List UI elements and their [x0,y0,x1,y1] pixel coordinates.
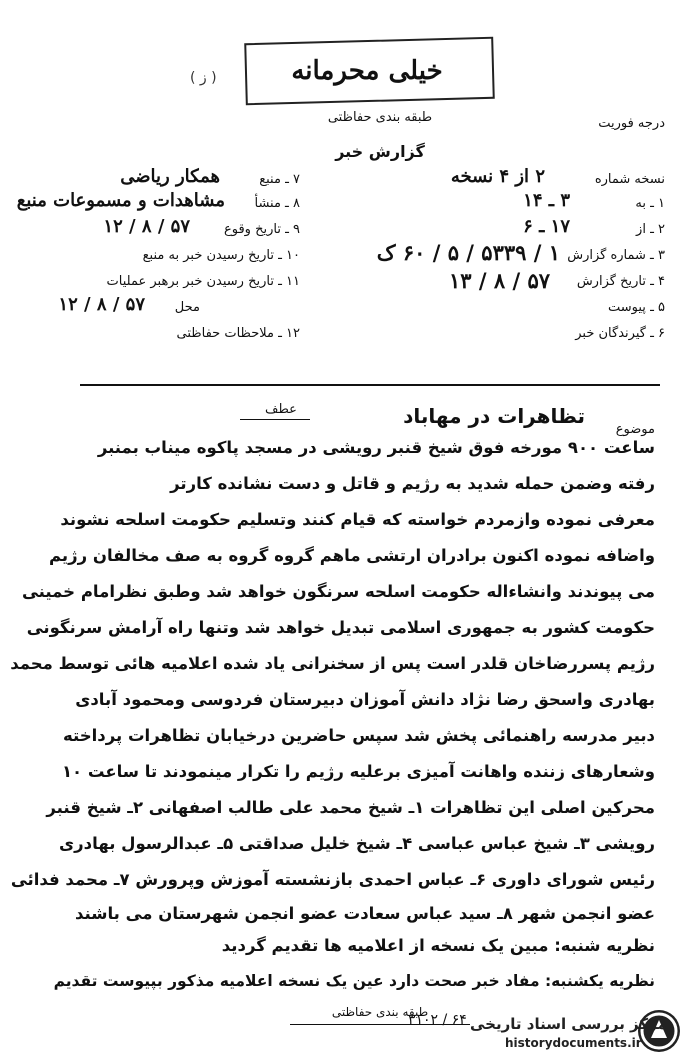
classification-stamp: خیلی محرمانه [291,56,443,86]
body-line: معرفی نموده وازمردم خواسته که قیام کنند وتسلیم حکومت اسلحه نشوند [60,510,655,529]
header-field-value: مشاهدات و مسموعات منبع [16,190,225,211]
header-field-label: محل [174,300,200,315]
header-field-label: ۷ ـ منبع [259,172,300,187]
header-field-value: همکار ریاضی [120,166,220,187]
footer-rule [290,1024,470,1025]
classification-label-top: طبقه بندی حفاظتی [327,110,433,125]
body-line: نظریه یکشنبه: مفاد خبر صحت دارد عین یک نسخه اعلامیه مذکور بپیوست تقدیم [53,972,655,990]
header-divider [80,384,660,386]
header-field-value: ۲ از ۴ نسخه [450,166,545,187]
priority-label: درجه فوریت [598,116,665,131]
subject-label: موضوع [615,422,655,437]
header-field-value: ۱ / ۵۳۳۹ / ۵ / ۶۰ ک [376,240,560,265]
header-field-label: نسخه شماره [594,172,665,187]
header-field-label: ۱۰ ـ تاریخ رسیدن خبر به منبع [142,248,300,263]
header-field-value: ۵۷ / ۸ / ۱۳ [449,268,550,293]
body-line: حکومت کشور به جمهوری اسلامی تبدیل خواهد شد وتنها راه آرامش سرنگونی [26,618,655,637]
header-field-value: ۵۷ / ۸ / ۱۲ [103,216,190,237]
body-line: نظریه شنبه: مبین یک نسخه از اعلامیه ها تقدیم گردید [221,936,655,955]
document-reference-number: ۳۱۰۲ / ۶۴ [408,1012,467,1028]
body-line: رژیم پسررضاخان قلدر است پس از سخنرانی یاد شده اعلامیه هائی توسط محمد [10,654,655,673]
body-line: وشعارهای زننده واهانت آمیزی برعلیه رژیم را تکرار مینمودند تا ساعت ۱۰ [61,762,655,781]
header-field-label: ۵ ـ پیوست [608,300,665,315]
body-line: رفته وضمن حمله شدید به رژیم و قاتل و دست نشانده کارتر [170,474,655,493]
header-field-label: ۲ ـ از [636,222,665,237]
header-field-label: ۱۱ ـ تاریخ رسیدن خبر برهبر عملیات [106,274,300,289]
archive-watermark-url: historydocuments.ir [505,1036,642,1050]
header-field-label: ۱۲ ـ ملاحظات حفاظتی [176,326,300,341]
body-line: رئیس شورای داوری ۶ـ عباس احمدی بازنشسته آموزش وپرورش ۷ـ محمد فدائی [10,870,655,889]
header-field-value: ۵۷ / ۸ / ۱۲ [58,294,145,315]
report-title: گزارش خبر [335,142,425,161]
reference-underline [240,419,310,420]
body-line: رویشی ۳ـ شیخ عباس عباسی ۴ـ شیخ خلیل صداقتی ۵ـ عبدالرسول بهادری [59,834,655,853]
body-line: ساعت ۹۰۰ مورخه فوق شیخ قنبر رویشی در مسجد پاکوه میناب بمنبر [97,438,655,457]
header-field-label: ۶ ـ گیرندگان خبر [575,326,665,341]
body-line: واضافه نموده اکنون برادران ارتشی ماهم گروه گروه به صف مخالفان رژیم [48,546,655,565]
body-line: عضو انجمن شهر ۸ـ سید عباس سعادت عضو انجمن شهرستان می باشند [74,904,655,923]
body-line: محرکین اصلی این تظاهرات ۱ـ شیخ محمد علی طالب اصفهانی ۲ـ شیخ قنبر [46,798,655,817]
header-field-label: ۳ ـ شماره گزارش [567,248,665,263]
classification-label-bottom: طبقه بندی حفاظتی [331,1005,429,1019]
header-field-label: ۹ ـ تاریخ وقوع [223,222,300,237]
body-line: می پیوندند وانشاءاله حکومت اسلحه سرنگون خواهد شد وطبق نظرامام خمینی [21,582,655,601]
subject-value: تظاهرات در مهاباد [403,404,585,428]
header-field-label: ۱ ـ به [635,196,665,211]
stamp-side-mark: ( ز ) [190,70,217,86]
reference-label: عطف [265,402,297,417]
header-field-label: ۴ ـ تاریخ گزارش [576,274,665,289]
body-line: بهادری واسحق رضا نژاد دانش آموزان دبیرستان فردوسی ومحمود آبادی [75,690,655,709]
body-line: دبیر مدرسه راهنمائی پخش شد سپس حاضرین درخیابان تظاهرات پرداخته [63,726,655,745]
header-field-value: ۱۷ ـ ۶ [523,216,570,237]
header-field-value: ۳ ـ ۱۴ [523,190,570,211]
header-field-label: ۸ ـ منشأ [254,196,300,211]
archive-watermark-fa: مرکز بررسی اسناد تاریخی [470,1015,667,1033]
